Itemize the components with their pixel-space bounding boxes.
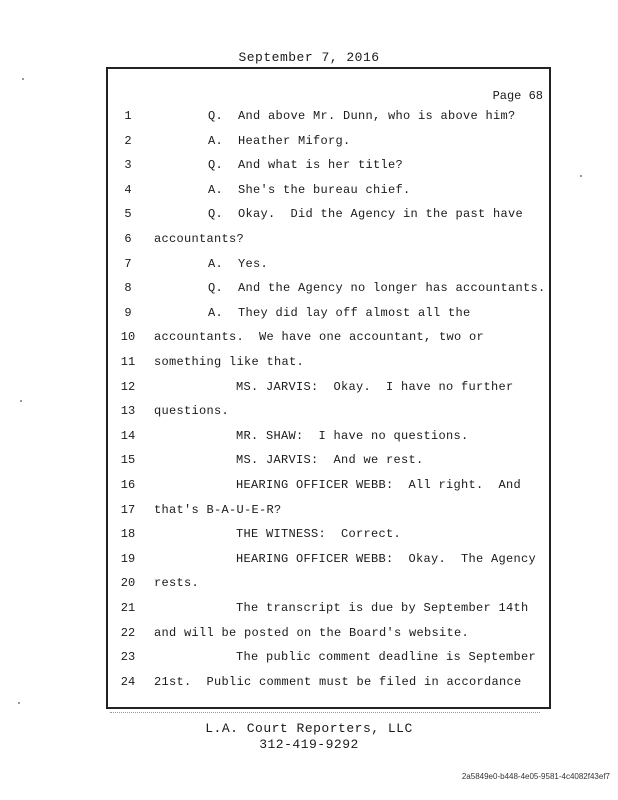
line-text: 21st. Public comment must be filed in accordance [154, 675, 522, 689]
line-number: 24 [120, 675, 136, 689]
line-number: 17 [120, 503, 136, 517]
line-text: accountants? [154, 232, 245, 246]
transcript-frame [106, 67, 551, 709]
scan-speck [20, 400, 22, 402]
line-text: The public comment deadline is September [236, 650, 537, 664]
line-text: Q. And above Mr. Dunn, who is above him? [208, 109, 516, 123]
header-date: September 7, 2016 [238, 50, 380, 65]
line-text: and will be posted on the Board's website. [154, 626, 470, 640]
line-number: 6 [124, 232, 132, 246]
line-text: A. Yes. [208, 257, 269, 271]
line-text: something like that. [154, 355, 305, 369]
line-number: 2 [124, 134, 132, 148]
line-number: 7 [124, 257, 132, 271]
footer-divider [110, 712, 540, 713]
line-number: 8 [124, 281, 132, 295]
line-number: 13 [120, 404, 136, 418]
line-number: 4 [124, 183, 132, 197]
line-number: 20 [120, 576, 136, 590]
line-number: 10 [120, 330, 136, 344]
line-text: MS. JARVIS: And we rest. [236, 453, 424, 467]
document-id: 2a5849e0-b448-4e05-9581-4c4082f43ef7 [461, 772, 610, 781]
line-text: Q. And what is her title? [208, 158, 404, 172]
line-number: 15 [120, 453, 136, 467]
line-number: 14 [120, 429, 136, 443]
scan-speck [18, 702, 20, 704]
line-number: 19 [120, 552, 136, 566]
line-text: accountants. We have one accountant, two or [154, 330, 485, 344]
line-text: A. They did lay off almost all the [208, 306, 471, 320]
line-text: that's B-A-U-E-R? [154, 503, 282, 517]
line-text: MS. JARVIS: Okay. I have no further [236, 380, 514, 394]
line-number: 12 [120, 380, 136, 394]
line-number: 1 [124, 109, 132, 123]
line-number: 23 [120, 650, 136, 664]
line-text: HEARING OFFICER WEBB: All right. And [236, 478, 522, 492]
line-number: 5 [124, 207, 132, 221]
line-text: MR. SHAW: I have no questions. [236, 429, 469, 443]
line-text: HEARING OFFICER WEBB: Okay. The Agency [236, 552, 537, 566]
line-text: Q. Okay. Did the Agency in the past have [208, 207, 524, 221]
line-text: The transcript is due by September 14th [236, 601, 529, 615]
scan-speck [22, 78, 24, 80]
reporter-company: L.A. Court Reporters, LLC [205, 721, 413, 736]
line-text: Q. And the Agency no longer has accountants. [208, 281, 546, 295]
line-text: A. She's the bureau chief. [208, 183, 411, 197]
line-number: 9 [124, 306, 132, 320]
line-number: 11 [120, 355, 136, 369]
line-number: 18 [120, 527, 136, 541]
line-text: questions. [154, 404, 230, 418]
page-label: Page 68 [492, 89, 543, 103]
line-number: 16 [120, 478, 136, 492]
line-number: 22 [120, 626, 136, 640]
line-number: 21 [120, 601, 136, 615]
line-text: rests. [154, 576, 200, 590]
reporter-phone: 312-419-9292 [259, 737, 359, 752]
line-number: 3 [124, 158, 132, 172]
scan-speck [580, 175, 582, 177]
line-text: A. Heather Miforg. [208, 134, 351, 148]
line-text: THE WITNESS: Correct. [236, 527, 402, 541]
